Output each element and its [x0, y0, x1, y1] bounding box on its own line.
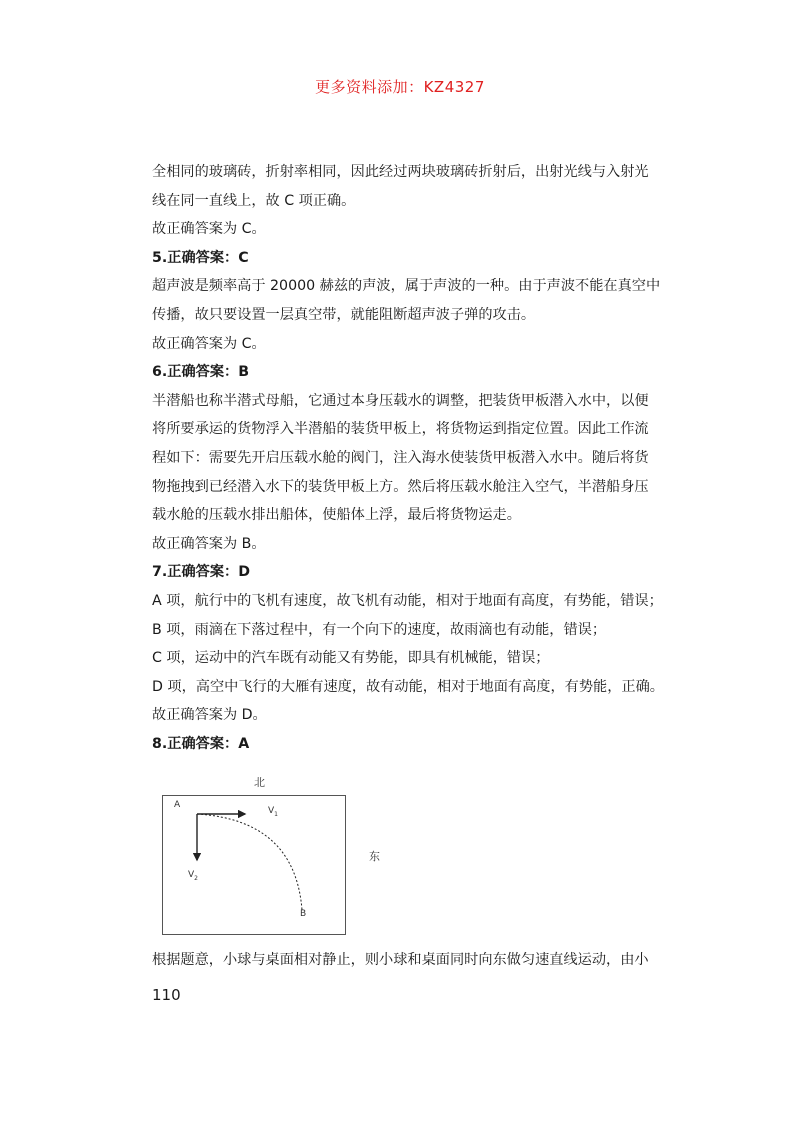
text-line: 载水舱的压载水排出船体，使船体上浮，最后将货物运走。 [152, 507, 521, 524]
text-line: 超声波是频率高于 20000 赫兹的声波，属于声波的一种。由于声波不能在真空中 [152, 278, 661, 295]
text-line: 故正确答案为 C。 [152, 335, 266, 352]
page-header: 更多资料添加：KZ4327 [315, 78, 485, 96]
text-line: 程如下：需要先开启压载水舱的阀门，注入海水使装货甲板潜入水中。随后将货 [152, 449, 649, 466]
trajectory-curve [197, 814, 302, 910]
text-line: 故正确答案为 B。 [152, 535, 266, 552]
page-number: 110 [152, 986, 181, 1004]
north-label: 北 [254, 776, 265, 789]
document-body [152, 158, 664, 758]
east-label: 东 [369, 850, 380, 863]
answer-heading: 6.正确答案：B [152, 364, 250, 381]
text-line: 半潜船也称半潜式母船，它通过本身压载水的调整，把装货甲板潜入水中，以便 [152, 392, 649, 409]
text-line: D 项，高空中飞行的大雁有速度，故有动能，相对于地面有高度，有势能，正确。 [152, 678, 664, 695]
text-line: 传播，故只要设置一层真空带，就能阻断超声波子弹的攻击。 [152, 306, 536, 323]
point-a-label: A [174, 800, 181, 810]
text-line: 线在同一直线上，故 C 项正确。 [152, 192, 356, 209]
text-line: 全相同的玻璃砖，折射率相同，因此经过两块玻璃砖折射后，出射光线与入射光 [152, 164, 649, 180]
text-line: 故正确答案为 D。 [152, 707, 267, 724]
text-line: C 项，运动中的汽车既有动能又有势能，即具有机械能，错误； [152, 650, 550, 667]
text-line: A 项，航行中的飞机有速度，故飞机有动能，相对于地面有高度，有势能，错误； [152, 592, 663, 609]
continuation-text: 根据题意，小球与桌面相对静止，则小球和桌面同时向东做匀速直线运动，由小 [152, 952, 649, 968]
text-line: 故正确答案为 C。 [152, 221, 266, 238]
motion-diagram [160, 772, 400, 942]
v1-label: $V_1$ [268, 806, 278, 818]
answer-heading: 8.正确答案：A [152, 735, 250, 752]
point-b-label: B [300, 909, 307, 919]
text-line: 物拖拽到已经潜入水下的装货甲板上方。然后将压载水舱注入空气，半潜船身压 [152, 478, 649, 495]
v2-label: $V_2$ [188, 870, 198, 882]
text-line: B 项，雨滴在下落过程中，有一个向下的速度，故雨滴也有动能，错误； [152, 621, 607, 638]
answer-heading: 7.正确答案：D [152, 564, 250, 581]
text-line: 将所要承运的货物浮入半潜船的装货甲板上，将货物运到指定位置。因此工作流 [152, 421, 649, 438]
diagram-drawing [160, 772, 400, 942]
answer-heading: 5.正确答案：C [152, 249, 249, 266]
